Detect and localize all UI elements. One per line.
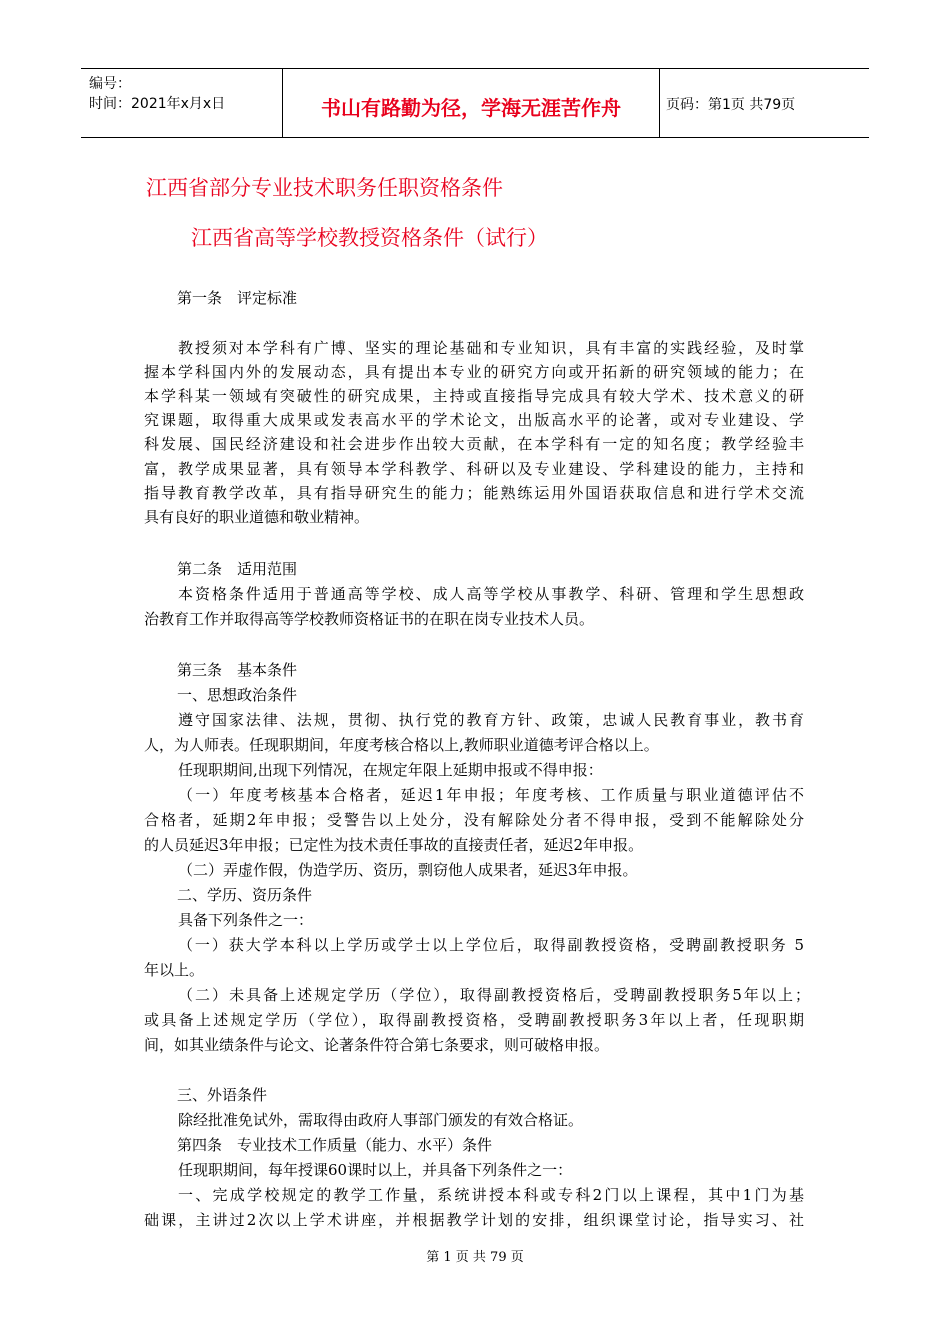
document-subtitle: 江西省高等学校教授资格条件（试行）: [191, 226, 548, 250]
body-line: 本学科某一领域有突破性的研究成果，主持或直接指导完成具有较大学术、技术意义的研: [144, 387, 804, 405]
body-line: （一）年度考核基本合格者，延迟1年申报；年度考核、工作质量与职业道德评估不: [178, 786, 804, 804]
header-motto: 书山有路勤为径，学海无涯苦作舟: [321, 96, 621, 120]
body-line: （一）获大学本科以上学历或学士以上学位后，取得副教授资格，受聘副教授职务 5: [178, 936, 804, 954]
document-time-label: 时间：2021年x月x日: [89, 96, 226, 112]
body-line: 任现职期间，每年授课60课时以上，并具备下列条件之一：: [178, 1161, 573, 1179]
body-line: 遵守国家法律、法规，贯彻、执行党的教育方针、政策，忠诚人民教育事业，教书育: [178, 711, 804, 729]
body-line: 握本学科国内外的发展动态，具有提出本专业的研究方向或开拓新的研究领域的能力；在: [144, 363, 804, 381]
header-page-info: 页码：第1页 共79页: [666, 97, 796, 113]
body-line: 除经批准免试外，需取得由政府人事部门颁发的有效合格证。: [178, 1111, 584, 1129]
body-line: 富，教学成果显著，具有领导本学科教学、科研以及专业建设、学科建设的能力，主持和: [144, 460, 804, 478]
body-line: （二）未具备上述规定学历（学位），取得副教授资格后，受聘副教授职务5年以上；: [178, 986, 810, 1004]
body-line: （二）弄虚作假，伪造学历、资历，剽窃他人成果者，延迟3年申报。: [178, 861, 638, 879]
body-line: 年以上。: [144, 961, 205, 979]
body-line: 治教育工作并取得高等学校教师资格证书的在职在岗专业技术人员。: [144, 610, 595, 628]
section-heading: 三、外语条件: [177, 1086, 268, 1104]
article-heading: 第一条 评定标准: [177, 289, 298, 307]
body-line: 科发展、国民经济建设和社会进步作出较大贡献，在本学科有一定的知名度；教学经验丰: [144, 435, 804, 453]
body-line: 具备下列条件之一：: [178, 911, 314, 929]
body-line: 具有良好的职业道德和敬业精神。: [144, 508, 370, 526]
body-line: 础课，主讲过2次以上学术讲座，并根据教学计划的安排，组织课堂讨论，指导实习、社: [144, 1211, 804, 1229]
header-page-cell: [660, 69, 869, 137]
body-line: 究课题，取得重大成果或发表高水平的学术论文，出版高水平的论著，或对专业建设、学: [144, 411, 804, 429]
body-line: 合格者，延期2年申报；受警告以上处分，没有解除处分者不得申报，受到不能解除处分: [144, 811, 804, 829]
article-heading: 第四条 专业技术工作质量（能力、水平）条件: [177, 1136, 493, 1154]
section-heading: 一、思想政治条件: [177, 686, 298, 704]
body-line: 本资格条件适用于普通高等学校、成人高等学校从事教学、科研、管理和学生思想政: [178, 585, 804, 603]
section-heading: 二、学历、资历条件: [177, 886, 313, 904]
body-line: 间，如其业绩条件与论文、论著条件符合第七条要求，则可破格申报。: [144, 1036, 610, 1054]
header-motto-cell: [283, 69, 660, 137]
body-line: 任现职期间,出现下列情况，在规定年限上延期申报或不得申报：: [178, 761, 603, 779]
article-heading: 第二条 适用范围: [177, 560, 298, 578]
body-line: 或具备上述规定学历（学位），取得副教授资格，受聘副教授职务3年以上者，任现职期: [144, 1011, 804, 1029]
header-meta-cell: [81, 69, 283, 137]
article-heading: 第三条 基本条件: [177, 661, 298, 679]
body-line: 的人员延迟3年申报；已定性为技术责任事故的直接责任者，延迟2年申报。: [144, 836, 644, 854]
body-line: 教授须对本学科有广博、坚实的理论基础和专业知识，具有丰富的实践经验，及时掌: [178, 339, 804, 357]
document-number-label: 编号：: [89, 76, 131, 92]
body-line: 人，为人师表。任现职期间，年度考核合格以上,教师职业道德考评合格以上。: [144, 736, 659, 754]
document-title: 江西省部分专业技术职务任职资格条件: [146, 176, 503, 200]
page-header: [81, 68, 869, 138]
page-footer: 第 1 页 共 79 页: [426, 1250, 524, 1265]
body-line: 一、完成学校规定的教学工作量，系统讲授本科或专科2门以上课程，其中1门为基: [178, 1186, 804, 1204]
body-line: 指导教育教学改革，具有指导研究生的能力；能熟练运用外国语获取信息和进行学术交流: [144, 484, 804, 502]
